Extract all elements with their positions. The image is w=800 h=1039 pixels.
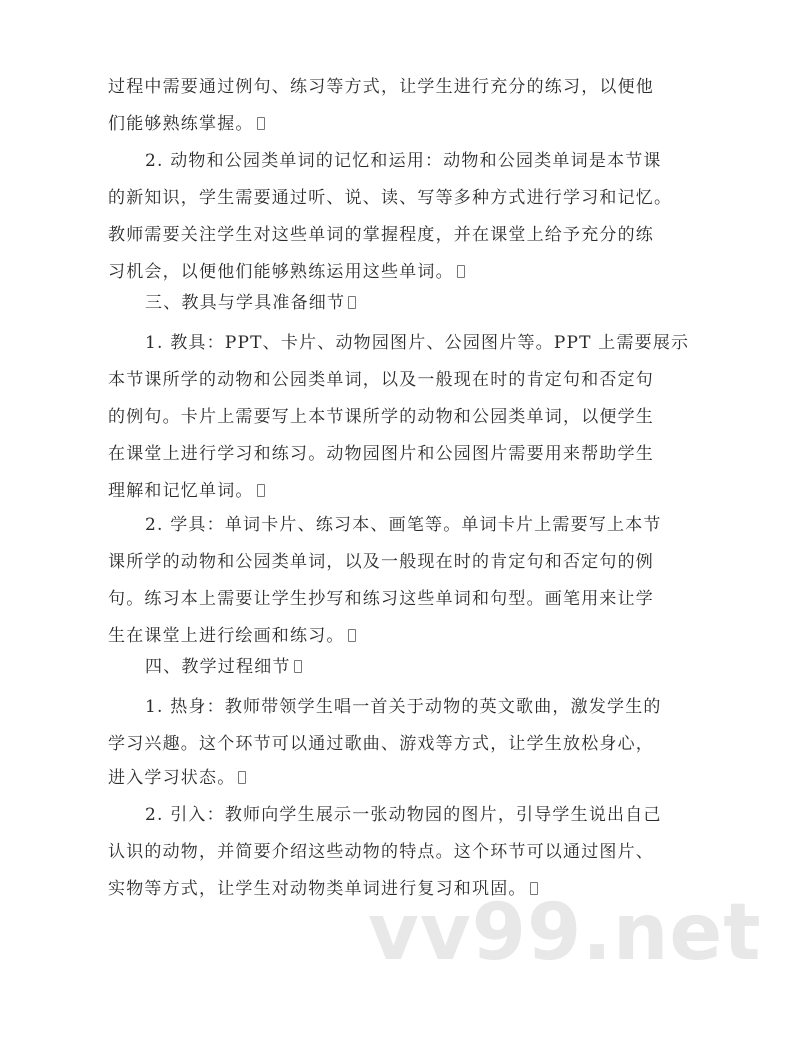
text-line: [108, 842, 654, 862]
section-heading: [145, 657, 302, 677]
line-text: 过程中需要通过例句、练习等方式，让学生进行充分的练习，以便他: [108, 77, 654, 97]
text-line: [108, 370, 654, 390]
paragraph-mark-icon: [348, 629, 356, 642]
paragraph-mark-icon: [257, 484, 265, 497]
line-text: 学习兴趣。这个环节可以通过歌曲、游戏等方式，让学生放松身心，: [108, 734, 654, 754]
text-line: [108, 407, 654, 427]
paragraph-mark-icon: [238, 771, 246, 784]
section-heading: [145, 293, 356, 313]
line-text: 1. 教具：PPT、卡片、动物园图片、公园图片等。PPT 上需要展示: [145, 333, 690, 353]
line-text: 2. 学具：单词卡片、练习本、画笔等。单词卡片上需要写上本节: [145, 515, 662, 535]
line-text: 在课堂上进行学习和练习。动物园图片和公园图片需要用来帮助学生: [108, 444, 654, 464]
line-text: 生在课堂上进行绘画和练习。: [108, 626, 345, 646]
text-line: [108, 768, 246, 788]
line-text: 认识的动物，并简要介绍这些动物的特点。这个环节可以通过图片、: [108, 842, 654, 862]
paragraph-mark-icon: [457, 265, 465, 278]
text-line: [108, 481, 265, 501]
line-text: 2. 动物和公园类单词的记忆和运用：动物和公园类单词是本节课: [145, 151, 662, 171]
text-line: [145, 333, 689, 353]
line-text: 教师需要关注学生对这些单词的掌握程度，并在课堂上给予充分的练: [108, 225, 654, 245]
line-text: 实物等方式，让学生对动物类单词进行复习和巩固。: [108, 879, 527, 899]
watermark-text: vv99.net: [368, 888, 762, 978]
text-line: [108, 626, 356, 646]
text-line: [108, 262, 465, 282]
line-text: 的例句。卡片上需要写上本节课所学的动物和公园类单词，以便学生: [108, 407, 654, 427]
line-text: 的新知识，学生需要通过听、说、读、写等多种方式进行学习和记忆。: [108, 188, 673, 208]
text-line: [108, 114, 265, 134]
text-line: [145, 697, 662, 717]
line-text: 2. 引入：教师向学生展示一张动物园的图片，引导学生说出自己: [145, 805, 662, 825]
text-line: [108, 444, 654, 464]
line-text: 四、教学过程细节: [145, 657, 291, 677]
paragraph-mark-icon: [257, 117, 265, 130]
text-line: [108, 225, 654, 245]
text-line: [145, 151, 662, 171]
line-text: 课所学的动物和公园类单词，以及一般现在时的肯定句和否定句的例: [108, 552, 654, 572]
line-text: 三、教具与学具准备细节: [145, 293, 346, 313]
text-line: [108, 188, 672, 208]
paragraph-mark-icon: [348, 296, 356, 309]
text-line: [108, 589, 654, 609]
text-line: [108, 552, 654, 572]
text-line: [108, 77, 654, 97]
paragraph-mark-icon: [294, 660, 302, 673]
line-text: 本节课所学的动物和公园类单词，以及一般现在时的肯定句和否定句: [108, 370, 654, 390]
line-text: 理解和记忆单词。: [108, 481, 254, 501]
line-text: 句。练习本上需要让学生抄写和练习这些单词和句型。画笔用来让学: [108, 589, 654, 609]
line-text: 们能够熟练掌握。: [108, 114, 254, 134]
line-text: 1. 热身：教师带领学生唱一首关于动物的英文歌曲，激发学生的: [145, 697, 662, 717]
text-line: [145, 515, 662, 535]
line-text: 习机会，以便他们能够熟练运用这些单词。: [108, 262, 454, 282]
text-line: [145, 805, 662, 825]
text-line: [108, 734, 654, 754]
line-text: 进入学习状态。: [108, 768, 236, 788]
